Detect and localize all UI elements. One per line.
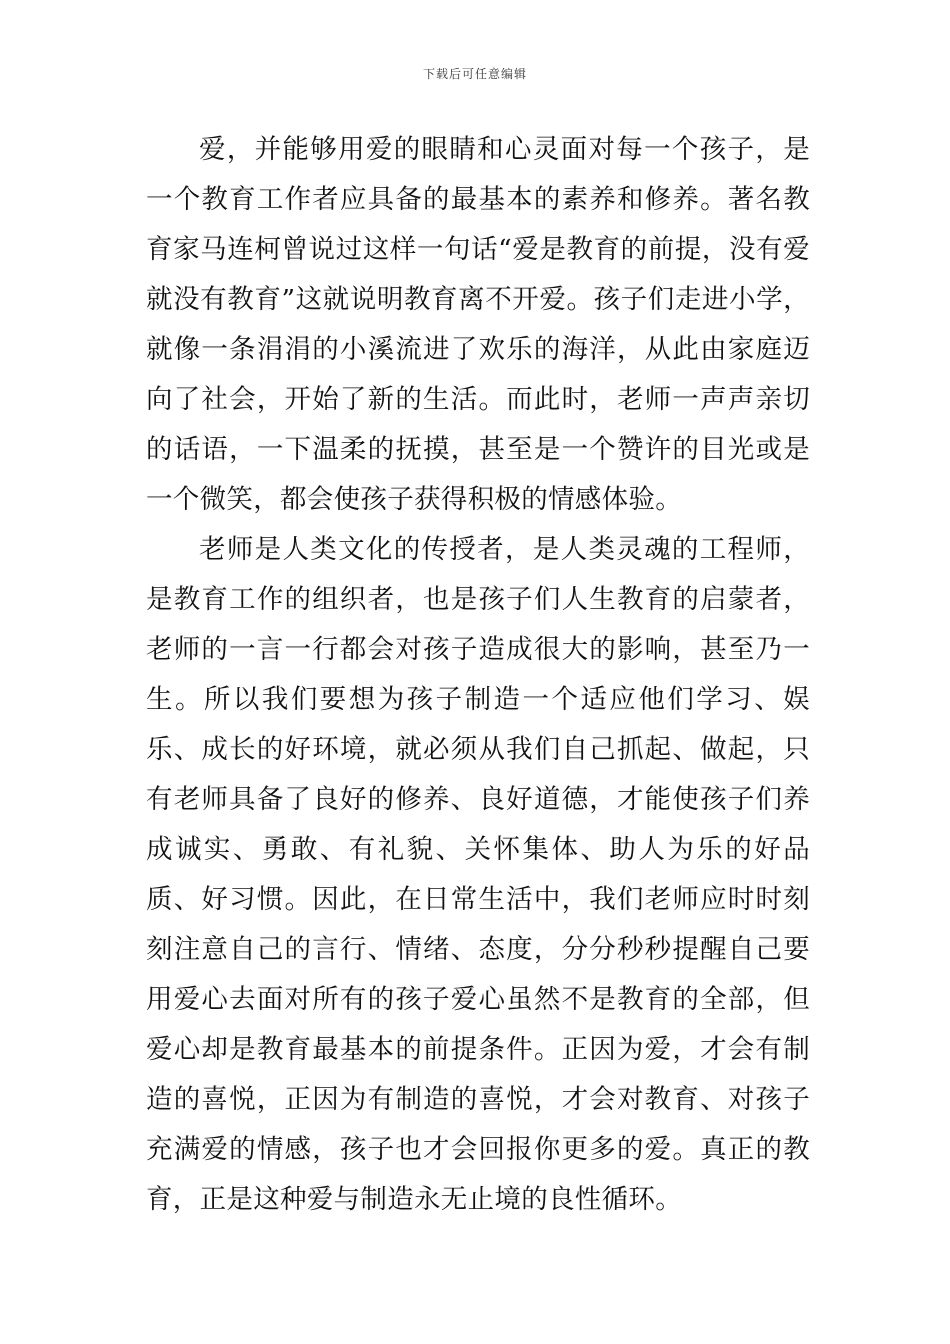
paragraph-2: 老师是人类文化的传授者，是人类灵魂的工程师，是教育工作的组织者，也是孩子们人生教育的启蒙者，老师的一言一行都会对孩子造成很大的影响，甚至乃一生。所以我们要想为孩子制造一个适应他们学习、娱乐、成长的好环境，就必须从我们自己抓起、做起，只有老师具备了良好的修养、良好道德，才能使孩子们养成诚实、勇敢、有礼貌、关怀集体、助人为乐的好品质、好习惯。因此，在日常生活中，我们老师应时时刻刻注意自己的言行、情绪、态度，分分秒秒提醒自己要用爱心去面对所有的孩子爱心虽然不是教育的全部，但爱心却是教育最基本的前提条件。正因为爱，才会有制造的喜悦，正因为有制造的喜悦，才会对教育、对孩子充满爱的情感，孩子也才会回报你更多的爱。真正的教育，正是这种爱与制造永无止境的良性循环。 — [146, 534, 810, 1215]
header-note: 下载后可任意编辑 — [422, 67, 527, 81]
document-body — [146, 125, 810, 1225]
paragraph-1: 爱，并能够用爱的眼睛和心灵面对每一个孩子，是一个教育工作者应具备的最基本的素养和修养。著名教育家马连柯曾说过这样一句话“爱是教育的前提，没有爱就没有教育”这就说明教育离不开爱。孩子们走进小学，就像一条涓涓的小溪流进了欢乐的海洋，从此由家庭迈向了社会，开始了新的生活。而此时，老师一声声亲切的话语，一下温柔的抚摸，甚至是一个赞许的目光或是一个微笑，都会使孩子获得积极的情感体验。 — [146, 134, 810, 515]
